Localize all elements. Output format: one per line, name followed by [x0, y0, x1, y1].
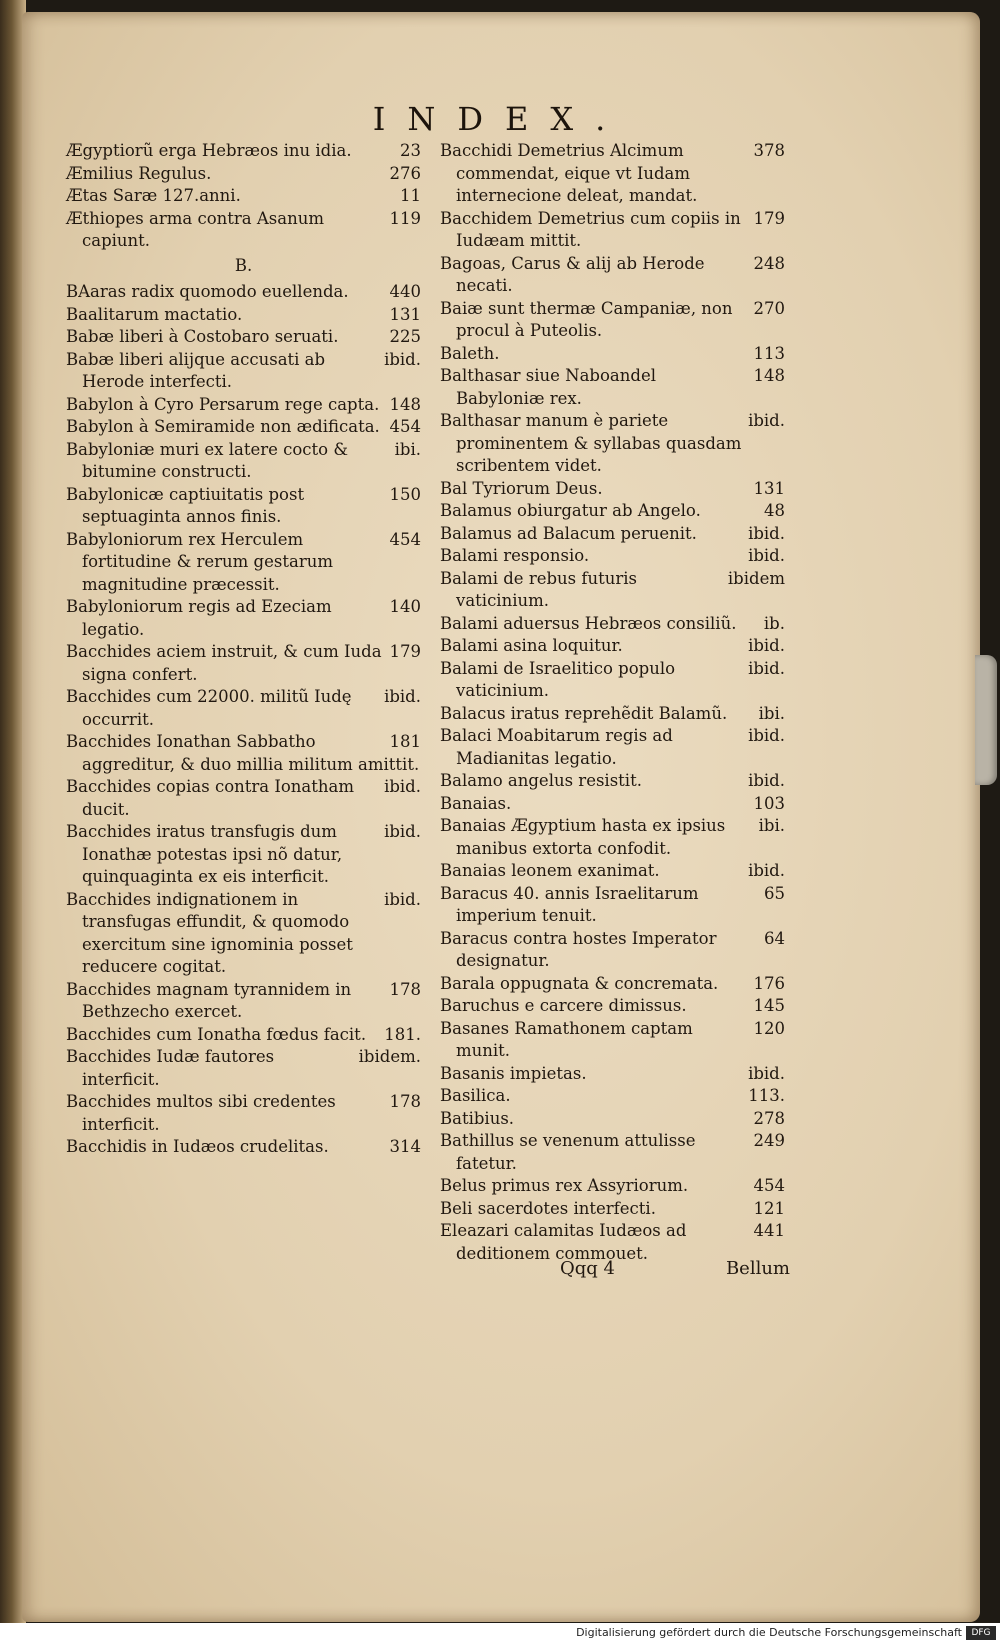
page-ref: ibid. — [384, 777, 421, 796]
entry-text: Baiæ sunt thermæ Campaniæ, non procul à Puteolis. — [440, 298, 733, 340]
entry-text: Babylon à Semiramide non ædificata. — [66, 417, 380, 436]
entry-text: Bacchides copias contra Ionatham ducit. — [66, 777, 355, 819]
page-ref: ibid. — [748, 726, 785, 745]
entry-text: Bacchidis in Iudæos crudelitas. — [66, 1137, 329, 1156]
index-entry — [440, 1108, 785, 1131]
index-entry — [66, 163, 421, 186]
page-ref: 145 — [753, 996, 785, 1015]
page-ref: 119 — [389, 208, 421, 228]
index-entry — [66, 185, 421, 208]
entry-text: Bacchidi Demetrius Alcimum commendat, eique vt Iudam internecione deleat, mandat. — [440, 141, 698, 205]
index-entry — [440, 928, 785, 973]
page-ref: 454 — [753, 1176, 785, 1195]
index-entry — [440, 140, 785, 208]
page-ref: ibi. — [758, 816, 785, 835]
index-entry — [440, 860, 785, 883]
index-entry — [66, 979, 421, 1024]
entry-text: Balami de Israelitico populo vaticinium. — [440, 658, 676, 700]
entry-text: Ægyptiorũ erga Hebræos inu idia. — [66, 141, 352, 160]
page-ref: 23 — [400, 141, 421, 160]
index-entry — [440, 1130, 785, 1175]
letter-heading: B. — [234, 255, 253, 275]
entry-text: Æmilius Regulus. — [66, 163, 212, 183]
entry-text: Eleazari calamitas Iudæos ad deditionem commouet. — [440, 1221, 687, 1263]
page-ref: 148 — [389, 394, 421, 414]
index-entry — [440, 725, 785, 770]
entry-text: Balamus obiurgatur ab Angelo. — [440, 501, 701, 520]
index-entry — [66, 1024, 421, 1047]
page-ref: 178 — [389, 979, 421, 999]
page-ref: 270 — [753, 298, 785, 318]
entry-text: Balamus ad Balacum peruenit. — [440, 523, 697, 543]
page-ref: 179 — [753, 208, 785, 228]
page-ref: 441 — [753, 1221, 785, 1240]
page-ref: 103 — [753, 793, 785, 813]
index-entry — [440, 995, 785, 1018]
index-entry — [440, 635, 785, 658]
index-entry — [440, 365, 785, 410]
index-entry — [440, 793, 785, 816]
entry-text: Baracus 40. annis Israelitarum imperium tenuit. — [440, 883, 699, 925]
index-entry — [440, 478, 785, 501]
entry-text: Bacchides multos sibi credentes interficit. — [66, 1092, 336, 1134]
page-ref: 179 — [389, 642, 421, 661]
page-ref: 64 — [764, 928, 785, 948]
page-ref: ibid. — [384, 349, 421, 369]
page-ref: ib. — [763, 613, 785, 633]
entry-text: Bathillus se venenum attulisse fatetur. — [440, 1131, 696, 1173]
entry-text: Bacchides magnam tyrannidem in Bethzecho exercet. — [66, 979, 352, 1021]
index-entry — [440, 410, 785, 478]
index-entry — [66, 889, 421, 979]
page-ref: ibi. — [394, 439, 421, 459]
index-entry — [66, 326, 421, 349]
index-entry — [66, 596, 421, 641]
index-entry — [440, 1085, 785, 1108]
index-entry — [440, 658, 785, 703]
entry-text: Balaci Moabitarum regis ad Madianitas legatio. — [440, 726, 673, 768]
entry-text: Balthasar manum è pariete prominentem & syllabas quasdam scribentem videt. — [440, 411, 742, 475]
page-ref: ibid. — [748, 771, 785, 790]
entry-text: Baalitarum mactatio. — [66, 304, 243, 324]
page-ref: ibid. — [384, 822, 421, 841]
page-ref: 249 — [753, 1131, 785, 1150]
page-ref: 314 — [389, 1137, 421, 1156]
entry-text: Ætas Saræ 127.anni. — [66, 186, 241, 205]
index-entry — [66, 416, 421, 439]
page-ref: ibidem — [727, 568, 785, 588]
entry-text: Banaias leonem exanimat. — [440, 861, 660, 880]
page-ref: ibidem. — [358, 1047, 421, 1066]
page-ref: 148 — [753, 366, 785, 385]
index-entry — [440, 208, 785, 253]
index-column-right — [440, 140, 785, 1265]
index-entry — [66, 1046, 421, 1091]
index-entry — [440, 523, 785, 546]
index-entry — [440, 1018, 785, 1063]
page-ref: ibi. — [758, 703, 785, 723]
index-entry — [440, 1063, 785, 1086]
page-ref: 181. — [384, 1024, 421, 1044]
index-column-left — [66, 140, 421, 1159]
entry-text: Belus primus rex Assyriorum. — [440, 1176, 689, 1195]
index-entry — [440, 883, 785, 928]
entry-text: Bacchidem Demetrius cum copiis in Iudæam mittit. — [440, 208, 741, 250]
entry-text: Babæ liberi à Costobaro seruati. — [66, 327, 339, 346]
page-ref: 121 — [753, 1198, 785, 1218]
credit-bar — [0, 1623, 1000, 1643]
page-ref: 176 — [753, 973, 785, 993]
index-entry — [66, 304, 421, 327]
index-entry — [66, 484, 421, 529]
page-ref: 248 — [753, 253, 785, 273]
page-ref: ibid. — [748, 861, 785, 880]
entry-text: Balthasar siue Naboandel Babyloniæ rex. — [440, 366, 656, 408]
entry-text: Batibius. — [440, 1108, 515, 1128]
entry-text: Bacchides aciem instruit, & cum Iuda signa confert. — [66, 642, 382, 684]
index-entry — [66, 821, 421, 889]
entry-text: Babyloniorum rex Herculem fortitudine & rerum gestarum magnitudine præcessit. — [66, 529, 333, 594]
index-entry — [440, 1198, 785, 1221]
page-ref: 65 — [764, 883, 785, 903]
entry-text: Barala oppugnata & concremata. — [440, 973, 719, 993]
entry-text: Basanes Ramathonem captam munit. — [440, 1018, 693, 1060]
entry-text: Babæ liberi alijque accusati ab Herode interfecti. — [66, 349, 326, 391]
entry-text: Balacus iratus reprehẽdit Balamũ. — [440, 703, 728, 723]
entry-text: Bal Tyriorum Deus. — [440, 478, 603, 498]
page-ref: 181 — [389, 732, 421, 751]
page-ref: ibid. — [748, 658, 785, 678]
page-ref: 11 — [400, 186, 421, 205]
index-entry — [440, 703, 785, 726]
index-entry — [66, 439, 421, 484]
index-entry — [440, 973, 785, 996]
entry-text: Babylon à Cyro Persarum rege capta. — [66, 394, 380, 414]
entry-text: Basanis impietas. — [440, 1063, 587, 1083]
entry-text: Beli sacerdotes interfecti. — [440, 1198, 656, 1218]
page-ref: ibid. — [748, 523, 785, 543]
page-ref: 48 — [764, 501, 785, 520]
page-ref: 113 — [753, 343, 785, 363]
index-entry — [66, 140, 421, 163]
page-ref: 378 — [753, 141, 785, 160]
index-entry — [440, 545, 785, 568]
page-ref: 225 — [389, 327, 421, 346]
entry-text: Balami de rebus futuris vaticinium. — [440, 568, 637, 610]
entry-text: Bagoas, Carus & alij ab Herode necati. — [440, 253, 705, 295]
index-entry — [66, 529, 421, 597]
entry-text: Balami aduersus Hebræos consiliũ. — [440, 613, 737, 633]
page-ref: 278 — [753, 1108, 785, 1128]
page-ref: 150 — [389, 484, 421, 504]
index-entry — [440, 1175, 785, 1198]
index-entry — [440, 770, 785, 793]
page-ref: ibid. — [384, 889, 421, 909]
index-entry — [66, 776, 421, 821]
entry-text: BAaras radix quomodo euellenda. — [66, 282, 349, 301]
index-entry — [440, 568, 785, 613]
page-ref: ibid. — [748, 546, 785, 565]
page-ref: ibid. — [748, 1063, 785, 1083]
entry-text: Balami asina loquitur. — [440, 636, 623, 655]
entry-text: Baracus contra hostes Imperator designatur. — [440, 928, 717, 970]
page-ref: 140 — [389, 597, 421, 616]
entry-text: Babylonicæ captiuitatis post septuaginta annos finis. — [66, 484, 305, 526]
page-ref: 454 — [389, 417, 421, 436]
page-ref: 440 — [389, 282, 421, 301]
index-entry — [66, 731, 421, 776]
page-ref: ibid. — [748, 636, 785, 655]
index-entry — [66, 349, 421, 394]
credit-text: Digitalisierung gefördert durch die Deutsche Forschungsgemeinschaft — [576, 1626, 962, 1639]
entry-text: Baruchus e carcere dimissus. — [440, 996, 687, 1015]
entry-text: Babyloniæ muri ex latere cocto & bitumine constructi. — [66, 439, 349, 481]
index-entry — [66, 1136, 421, 1159]
page-ref: 454 — [389, 529, 421, 549]
entry-text: Balamo angelus resistit. — [440, 771, 642, 790]
page-ref: ibid. — [748, 411, 785, 430]
entry-text: Banaias Ægyptium hasta ex ipsius manibus extorta confodit. — [440, 816, 726, 858]
index-entry — [440, 613, 785, 636]
index-entry — [66, 641, 421, 686]
catchword: Bellum — [725, 1258, 790, 1279]
page-ref: 178 — [389, 1092, 421, 1111]
signature-mark: Qqq 4 — [560, 1258, 615, 1279]
entry-text: Bacchides cum Ionatha fœdus facit. — [66, 1024, 367, 1044]
index-entry — [440, 815, 785, 860]
index-entry — [440, 500, 785, 523]
entry-text: Babyloniorum regis ad Ezeciam legatio. — [66, 597, 332, 639]
entry-text: Balami responsio. — [440, 546, 590, 565]
page-ref: 113. — [748, 1086, 785, 1105]
index-entry — [440, 298, 785, 343]
entry-text: Bacchides Iudæ fautores interficit. — [66, 1047, 275, 1089]
page-ref: 131 — [753, 478, 785, 498]
page-ref: 120 — [753, 1018, 785, 1038]
entry-text: Basilica. — [440, 1086, 511, 1105]
page-ref: 276 — [389, 163, 421, 183]
entry-text: Bacchides Ionathan Sabbatho aggreditur, & duo millia militum amittit. — [66, 732, 420, 774]
entry-text: Banaias. — [440, 793, 512, 813]
index-entry — [66, 686, 421, 731]
entry-text: Bacchides cum 22000. militũ Iudę occurrit. — [66, 687, 352, 729]
entry-text: Bacchides iratus transfugis dum Ionathæ potestas ipsi nõ datur, quinquaginta ex eis interficit. — [66, 822, 343, 886]
entry-text: Baleth. — [440, 343, 500, 363]
index-entry — [440, 343, 785, 366]
index-entry — [66, 1091, 421, 1136]
index-entry — [440, 253, 785, 298]
index-entry — [66, 281, 421, 304]
page-ref: ibid. — [384, 687, 421, 706]
entry-text: Æthiopes arma contra Asanum capiunt. — [66, 208, 324, 250]
page-clip — [975, 655, 997, 785]
index-entry — [66, 394, 421, 417]
entry-text: Bacchides indignationem in transfugas effundit, & quomodo exercitum sine ignominia posset reducere cogitat. — [66, 889, 353, 976]
page-ref: 131 — [389, 304, 421, 324]
index-entry — [66, 208, 421, 253]
page-title: INDEX. — [372, 100, 628, 138]
dfg-logo: DFG — [966, 1626, 996, 1640]
